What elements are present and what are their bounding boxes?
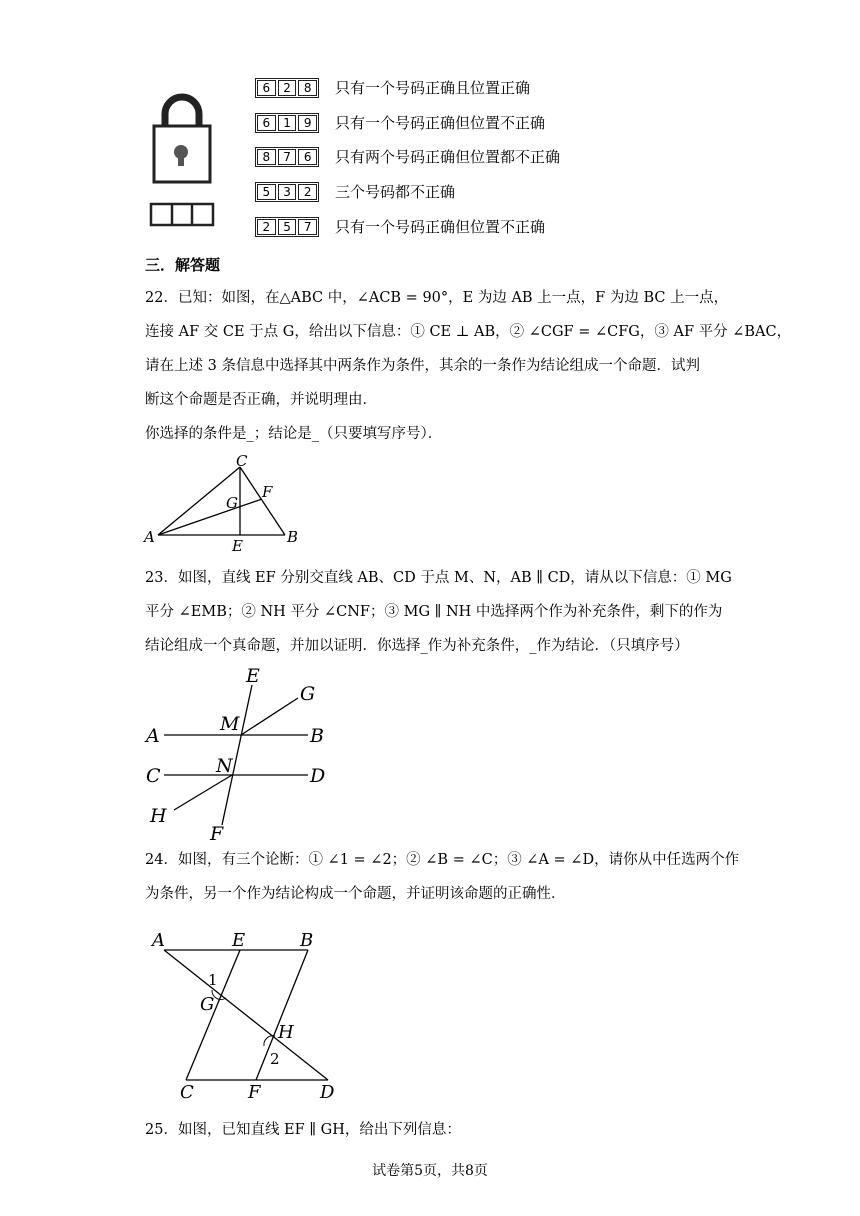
digit: 9 [298, 115, 317, 131]
section-title: 三．解答题 [145, 256, 221, 274]
label-N: N [216, 755, 233, 777]
q22-line: 连接 AF 交 CE 于点 G，给出以下信息：① CE ⊥ AB，② ∠CGF = ∠CFG，③ AF 平分 ∠BAC， [145, 324, 792, 340]
q24-figure [140, 922, 350, 1102]
label-B: B [300, 930, 314, 951]
label-F: F [262, 483, 273, 501]
digit-boxes [255, 78, 319, 98]
digit: 2 [298, 184, 317, 200]
digit-boxes [255, 217, 319, 237]
q23-figure [140, 660, 340, 845]
label-2: 2 [270, 1050, 280, 1068]
label-E: E [246, 665, 260, 687]
q22-line: 22．已知：如图，在△ABC 中，∠ACB = 90°，E 为边 AB 上一点，F 为边 BC 上一点， [145, 290, 729, 306]
label-C: C [180, 1082, 194, 1102]
label-H: H [150, 805, 167, 827]
digit: 1 [278, 115, 297, 131]
label-F: F [210, 823, 224, 845]
digit: 6 [298, 149, 317, 165]
label-A: A [152, 930, 165, 951]
digit-boxes [255, 182, 319, 202]
digit: 8 [298, 80, 317, 96]
lock-icon [145, 92, 220, 232]
hint-text: 只有一个号码正确但位置不正确 [335, 114, 546, 132]
label-M: M [220, 713, 240, 735]
q24-line: 为条件，另一个作为结论构成一个命题，并证明该命题的正确性． [145, 886, 566, 902]
label-A: A [144, 528, 155, 546]
label-D: D [320, 1082, 335, 1102]
q22-figure [140, 452, 310, 557]
q25-line: 25．如图，已知直线 EF ∥ GH，给出下列信息： [145, 1122, 461, 1138]
digit: 6 [257, 80, 276, 96]
digit: 8 [257, 149, 276, 165]
digit: 2 [257, 219, 276, 235]
page-footer: 试卷第5页，共8页 [372, 1163, 488, 1179]
label-D: D [310, 765, 326, 787]
q22-line: 你选择的条件是_；结论是_（只要填写序号）． [145, 426, 443, 442]
digit: 3 [278, 184, 297, 200]
digit-boxes [255, 147, 319, 167]
label-C: C [146, 765, 161, 787]
label-E: E [232, 930, 246, 951]
digit-boxes [255, 113, 319, 133]
digit: 5 [278, 219, 297, 235]
digit: 7 [278, 149, 297, 165]
digit: 6 [257, 115, 276, 131]
label-A: A [146, 725, 160, 747]
label-G: G [226, 494, 238, 512]
digit: 7 [298, 219, 317, 235]
label-G: G [300, 683, 316, 705]
digit: 2 [278, 80, 297, 96]
q22-line: 请在上述 3 条信息中选择其中两条作为条件，其余的一条作为结论组成一个命题．试判 [145, 358, 700, 374]
label-F: F [248, 1082, 261, 1102]
q22-line: 断这个命题是否正确，并说明理由． [145, 392, 377, 408]
q23-line: 平分 ∠EMB；② NH 平分 ∠CNF；③ MG ∥ NH 中选择两个作为补充条件，剩下的作为 [145, 604, 723, 620]
label-H: H [278, 1022, 294, 1043]
q23-line: 结论组成一个真命题，并加以证明．你选择_作为补充条件，_作为结论．（只填序号） [145, 638, 689, 654]
digit: 5 [257, 184, 276, 200]
hint-text: 只有两个号码正确但位置都不正确 [335, 148, 561, 166]
label-B: B [287, 528, 299, 546]
label-G: G [200, 994, 215, 1015]
hint-text: 三个号码都不正确 [335, 183, 456, 201]
label-E: E [232, 537, 243, 555]
hint-text: 只有一个号码正确且位置正确 [335, 79, 531, 97]
label-B: B [310, 725, 324, 747]
q23-line: 23．如图，直线 EF 分别交直线 AB、CD 于点 M、N，AB ∥ CD，请从以下信息：① MG [145, 570, 732, 586]
hint-text: 只有一个号码正确但位置不正确 [335, 218, 546, 236]
label-1: 1 [208, 971, 218, 989]
label-C: C [236, 452, 248, 470]
q24-line: 24．如图，有三个论断：① ∠1 = ∠2；② ∠B = ∠C；③ ∠A = ∠D，请你从中任选两个作 [145, 852, 740, 868]
